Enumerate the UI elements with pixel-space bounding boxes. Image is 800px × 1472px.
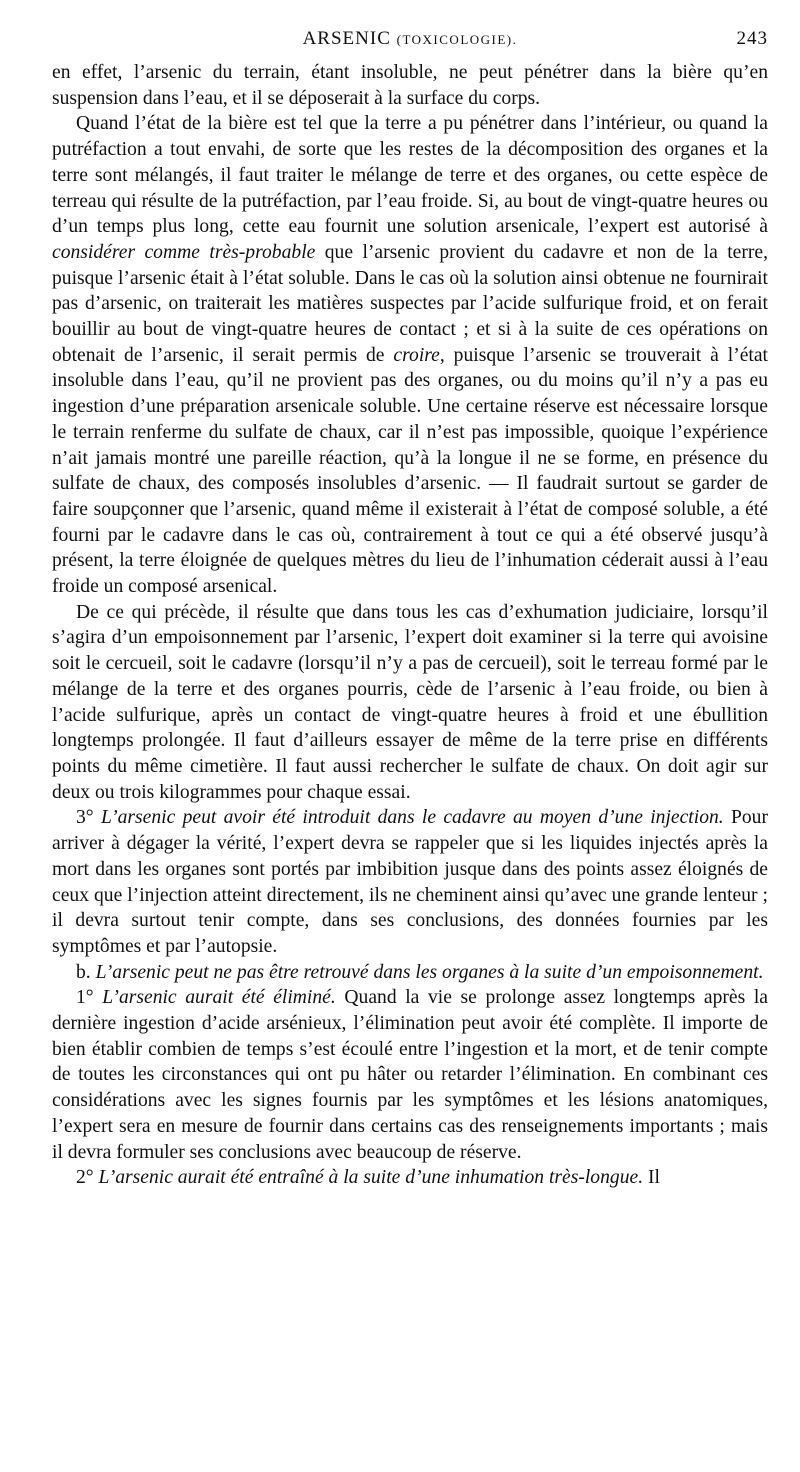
paragraph (52, 805, 768, 959)
running-title-sub: (TOXICOLOGIE). (396, 32, 518, 47)
paragraph (52, 985, 768, 1165)
text-run: Quand la vie se prolonge assez longtemps après la dernière ingestion d’acide arsénieux, l’élimination peut avoir été complète. Il importe de bien établir combien de temps s’est écoulé entre l’ingestion et la mort, et de tenir compte de toutes les circonstances qui ont pu hâter ou retarder l’élimination. En combinant ces considérations avec les signes fournis par les symptômes et les lésions anatomiques, l’expert sera en mesure de fournir dans certains cas des renseignements importants ; mais il devra formuler ses conclusions avec beaucoup de réserve. (52, 987, 768, 1163)
text-run: 3° (76, 807, 101, 829)
running-header (52, 26, 768, 60)
text-run: 1° (76, 987, 103, 1009)
paragraph (52, 600, 768, 806)
italic-text: L’arsenic peut ne pas être retrouvé dans les organes à la suite d’un empoisonnement. (95, 961, 764, 983)
text-run: Quand l’état de la bière est tel que la terre a pu pénétrer dans l’intérieur, ou quand la putréfaction a tout envahi, de sorte que les restes de la décomposition des organes et la terre sont mélangés, il faut traiter le mélange de terre et des organes, ou cette espèce de terreau qui résulte de la putréfaction, par l’eau froide. Si, au bout de vingt-quatre heures ou d’un temps plus long, cette eau fournit une solution arsenicale, l’expert est autorisé à (52, 113, 768, 238)
italic-text: L’arsenic aurait été éliminé. (102, 987, 336, 1009)
italic-text: croire (393, 344, 440, 366)
italic-text: considérer comme très-probable (52, 241, 316, 263)
text-run: que l’arsenic provient du cadavre et non de la terre, puisque l’arsenic était à l’état soluble. Dans le cas où la solution ainsi obtenue ne fournirait pas d’arsenic, on traiterait les matières suspectes par l’acide sulfurique froid, et on ferait bouillir au bout de vingt-quatre heures de contact ; et si à la suite de ces opérations on obtenait de l’arsenic, il serait permis de (52, 241, 768, 366)
page-body (52, 60, 768, 1191)
italic-text: L’arsenic peut avoir été introduit dans le cadavre au moyen d’une injection. (100, 807, 724, 829)
paragraph (52, 60, 768, 111)
paragraph (52, 111, 768, 599)
text-run: , puisque l’arsenic se trouverait à l’état insoluble dans l’eau, qu’il ne provient pas des organes, ou du moins qu’il n’y a pas eu ingestion d’une préparation arsenicale soluble. Une certaine réserve est nécessaire lorsque le terrain renferme du sulfate de chaux, car il n’est pas impossible, quoique l’expérience n’ait jamais montré une pareille réaction, qu’à la longue il ne se forme, en présence du sulfate de chaux, des composés insolubles d’arsenic. — Il faudrait surtout se garder de faire soupçonner que l’arsenic, quand même il existerait à l’état de composé soluble, a été fourni par le cadavre dans le cas où, contrairement à tout ce qui a été observé jusqu’à présent, la terre éloignée de quelques mètres du lieu de l’inhumation céderait aussi à l’eau froide un composé arsenical. (52, 344, 769, 598)
running-title (52, 28, 768, 50)
text-run: Il (643, 1167, 660, 1189)
italic-text: L’arsenic aurait été entraîné à la suite d’une inhumation très-longue. (98, 1167, 644, 1189)
text-run: De ce qui précède, il résulte que dans tous les cas d’exhumation judiciaire, lorsqu’il s’agira d’un empoisonnement par l’arsenic, l’expert doit examiner si la terre qui avoisine soit le cercueil, soit le cadavre (lorsqu’il n’y a pas de cercueil), soit le terreau formé par le mélange de la terre et des organes pourris, cède de l’arsenic à l’eau froide, ou bien à l’acide sulfurique, après un contact de vingt-quatre heures à froid et une ébullition longtemps prolongée. Il faut d’ailleurs essayer de même de la terre prise en différents points du même cimetière. Il faut aussi rechercher le sulfate de chaux. On doit agir sur deux ou trois kilogrammes pour chaque essai. (52, 601, 768, 803)
page-number: 243 (736, 28, 768, 49)
text-run: en effet, l’arsenic du terrain, étant insoluble, ne peut pénétrer dans la bière qu’en suspension dans l’eau, et il se déposerait à la surface du corps. (52, 62, 768, 109)
text-run: 2° (76, 1167, 99, 1189)
text-run: Pour arriver à dégager la vérité, l’expert devra se rappeler que si les liquides injectés après la mort dans les organes sont portés par imbibition jusque dans des points assez éloignés de ceux que l’injection atteint directement, ils ne cheminent ainsi qu’avec une grande lenteur ; il devra surtout tenir compte, dans ses conclusions, des données fournies par les symptômes et par l’autopsie. (52, 807, 768, 957)
paragraph (52, 1165, 768, 1191)
paragraph (52, 960, 768, 986)
running-title-main: ARSENIC (302, 28, 391, 49)
book-page (52, 26, 768, 1191)
text-run: b. (76, 961, 96, 983)
